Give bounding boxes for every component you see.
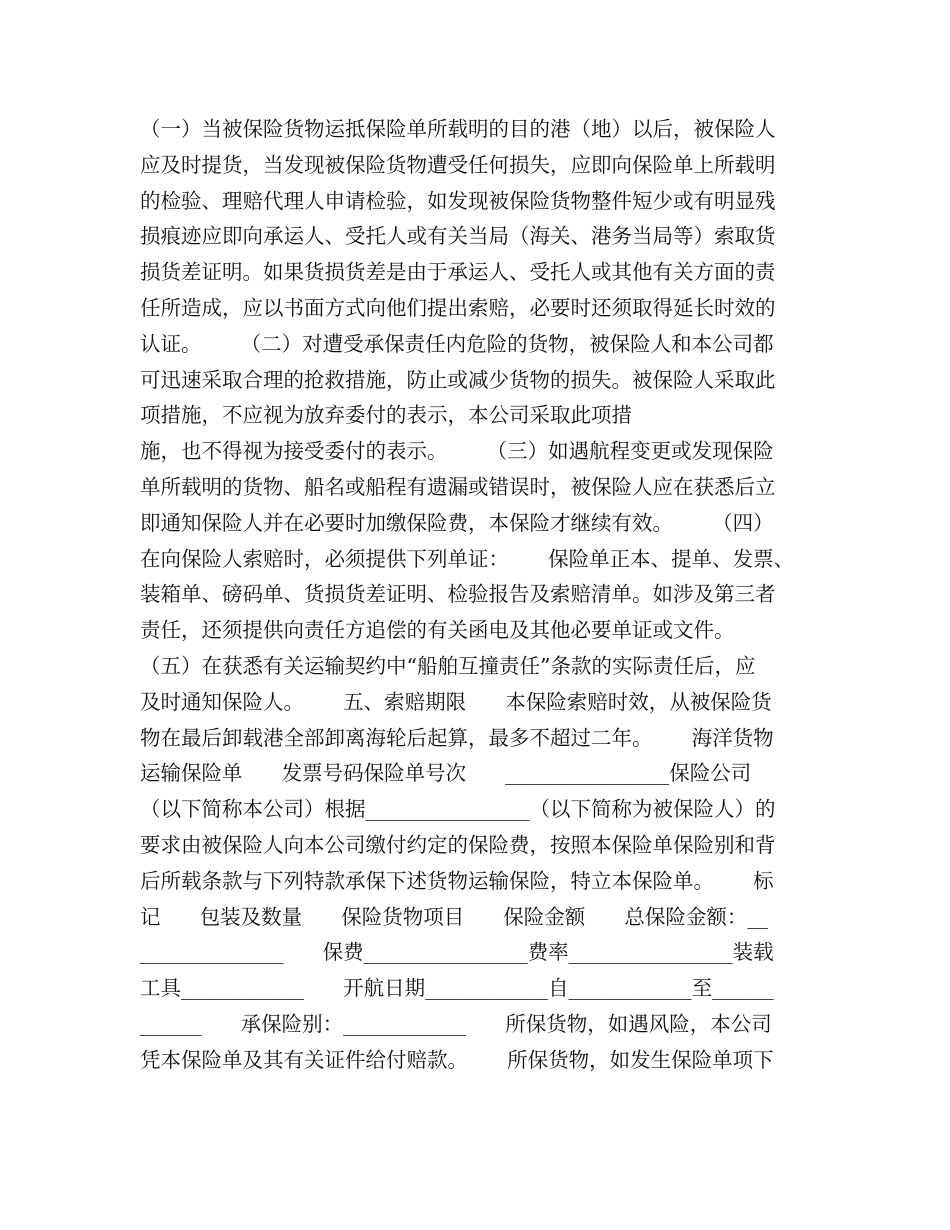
text-line: 应及时提货，当发现被保险货物遭受任何损失，应即向保险单上所载明 [140, 152, 776, 177]
text-line: 要求由被保险人向本公司缴付约定的保险费，按照本保险单保险别和背 [140, 832, 776, 857]
text-line: 后所载条款与下列特款承保下述货物运输保险，特立本保险单。 标 [140, 868, 774, 893]
text-line: 即通知保险人并在必要时加缴保险费，本保险才继续有效。 （四） [140, 510, 774, 535]
text-line: 项措施，不应视为放弃委付的表示，本公司采取此项措 [140, 403, 632, 428]
text-line: 运输保险单 发票号码保险单号次 ________________保险公司 [140, 761, 752, 786]
text-line: 认证。 （二）对遭受承保责任内危险的货物，被保险人和本公司都 [140, 331, 774, 356]
text-line: 单所载明的货物、船名或船程有遗漏或错误时，被保险人应在获悉后立 [140, 474, 776, 499]
text-line: 的检验、理赔代理人申请检验，如发现被保险货物整件短少或有明显残 [140, 188, 776, 213]
text-line: （以下简称本公司）根据________________（以下简称为被保险人）的 [140, 797, 776, 822]
text-line: 凭本保险单及其有关证件给付赔款。 所保货物，如发生保险单项下 [140, 1047, 774, 1072]
text-line: （一）当被保险货物运抵保险单所载明的目的港（地）以后，被保险人 [140, 117, 776, 141]
text-line: 损痕迹应即向承运人、受托人或有关当局（海关、港务当局等）索取货 [140, 224, 776, 249]
text-line: 物在最后卸载港全部卸离海轮后起算，最多不超过二年。 海洋货物 [140, 725, 774, 750]
text-line: 可迅速采取合理的抢救措施，防止或减少货物的损失。被保险人采取此 [140, 367, 776, 392]
text-line: 责任，还须提供向责任方追偿的有关函电及其他必要单证或文件。 [140, 618, 735, 643]
text-line: ______________ 保费________________费率________________装载 [140, 940, 774, 965]
text-line: ______ 承保险别：____________ 所保货物，如遇风险，本公司 [140, 1011, 772, 1036]
text-line: 在向保险人索赔时，必须提供下列单证： 保险单正本、提单、发票、 [140, 546, 795, 571]
text-line: 及时通知保险人。 五、索赔期限 本保险索赔时效，从被保险货 [140, 689, 772, 714]
text-line: 任所造成，应以书面方式向他们提出索赔，必要时还须取得延长时效的 [140, 295, 776, 320]
text-line: 装箱单、磅码单、货损货差证明、检验报告及索赔清单。如涉及第三者 [140, 582, 776, 607]
text-line: 损货差证明。如果货损货差是由于承运人、受托人或其他有关方面的责 [140, 260, 776, 285]
text-line: 记 包装及数量 保险货物项目 保险金额 总保险金额：__ [140, 904, 768, 929]
text-line: 施，也不得视为接受委付的表示。 （三）如遇航程变更或发现保险 [140, 439, 774, 464]
text-line: 工具____________ 开航日期____________自____________至______ [140, 976, 774, 1001]
text-line: （五）在获悉有关运输契约中“船舶互撞责任”条款的实际责任后，应 [140, 653, 756, 678]
body-text [140, 112, 840, 1079]
